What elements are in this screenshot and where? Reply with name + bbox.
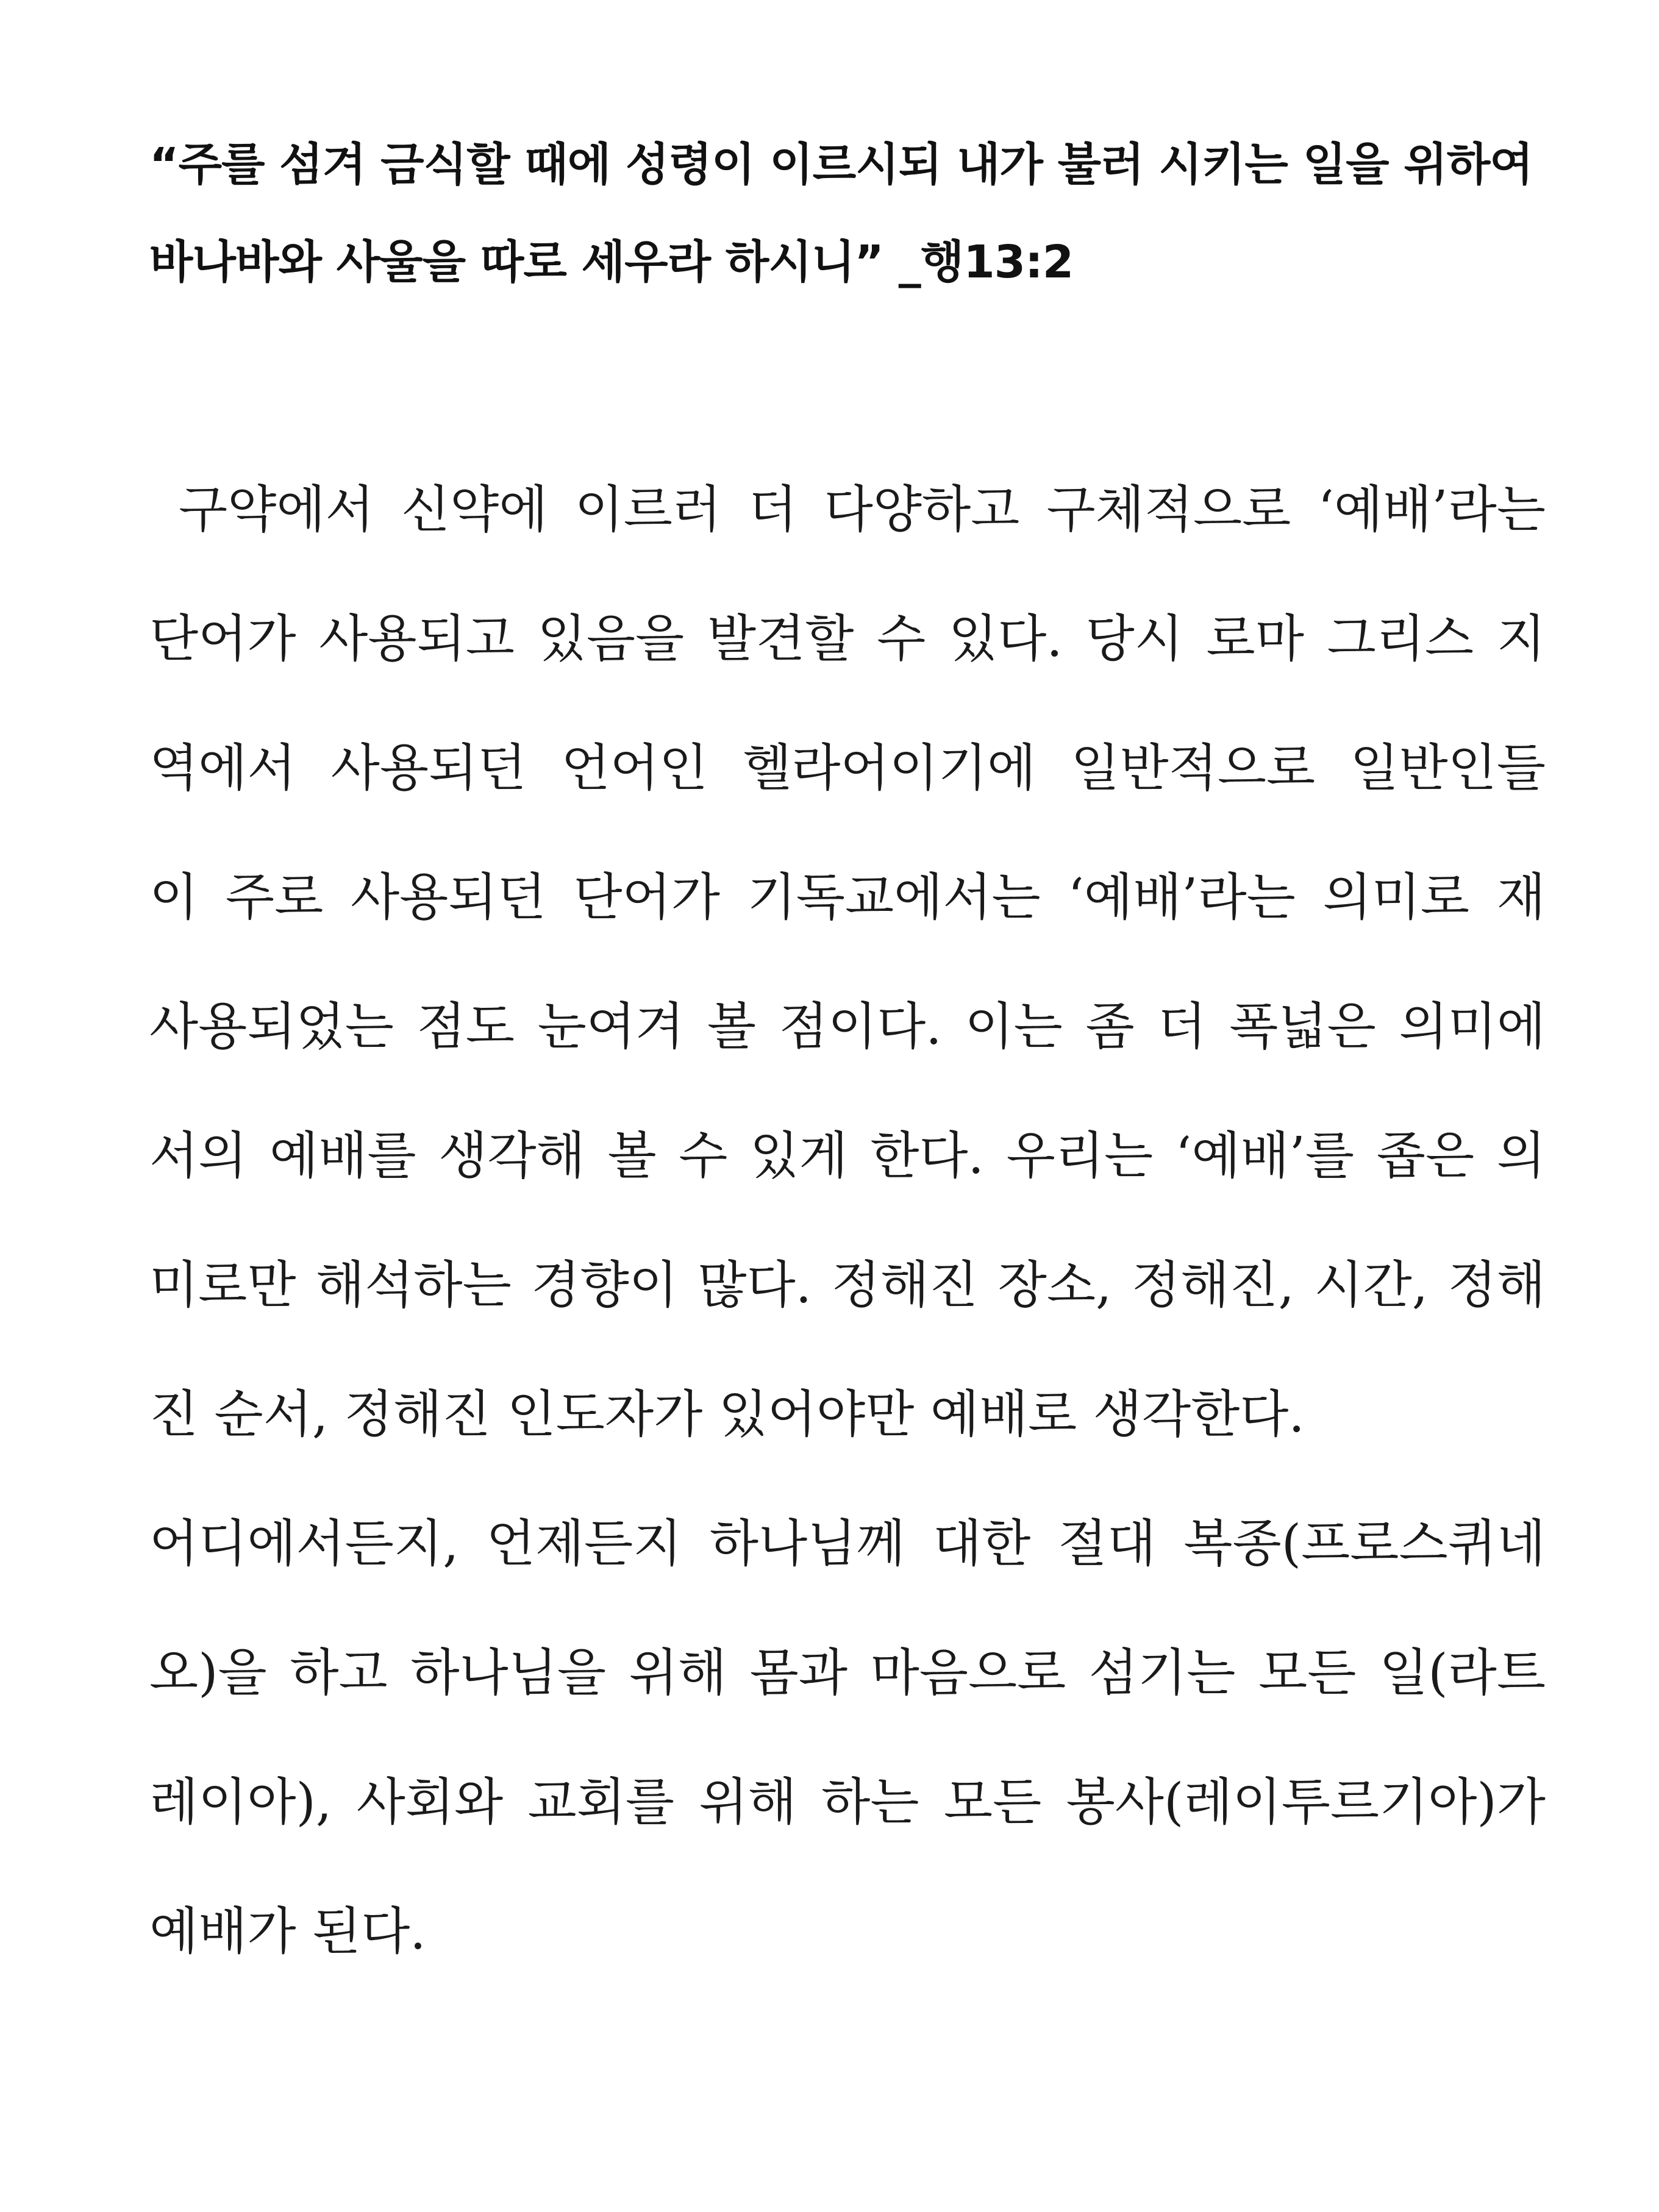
paragraph-line: 이 주로 사용되던 단어가 기독교에서는 ‘예배’라는 의미로 재	[149, 868, 1546, 927]
paragraph-line: 예배가 된다.	[149, 1902, 426, 1961]
paragraph-2	[149, 1479, 1546, 1996]
paragraph-line: 미로만 해석하는 경향이 많다. 정해진 장소, 정해진, 시간, 정해	[149, 1255, 1546, 1315]
paragraph-line: 구약에서 신약에 이르러 더 다양하고 구체적으로 ‘예배’라는	[179, 480, 1546, 539]
quote-line: 바나바와 사울을 따로 세우라 하시니” _행13:2	[149, 236, 1074, 288]
paragraph-line: 역에서 사용되던 언어인 헬라어이기에 일반적으로 일반인들	[149, 738, 1546, 797]
body-text	[149, 445, 1546, 1996]
paragraph-line: 오)을 하고 하나님을 위해 몸과 마음으로 섬기는 모든 일(라트	[149, 1643, 1546, 1702]
scripture-quote	[149, 116, 1546, 311]
paragraph-line: 서의 예배를 생각해 볼 수 있게 한다. 우리는 ‘예배’를 좁은 의	[149, 1126, 1546, 1185]
paragraph-line: 레이아), 사회와 교회를 위해 하는 모든 봉사(레이투르기아)가	[149, 1772, 1546, 1832]
paragraph-line: 단어가 사용되고 있음을 발견할 수 있다. 당시 로마 그리스 지	[149, 609, 1546, 668]
quote-line: “주를 섬겨 금식할 때에 성령이 이르시되 내가 불러 시키는 일을 위하여	[149, 138, 1533, 191]
paragraph-line: 진 순서, 정해진 인도자가 있어야만 예배로 생각한다.	[149, 1385, 1305, 1444]
paragraph-line: 어디에서든지, 언제든지 하나님께 대한 절대 복종(프로스퀴네	[149, 1514, 1546, 1573]
paragraph-1	[149, 445, 1546, 1479]
paragraph-line: 사용되었는 점도 눈여겨 볼 점이다. 이는 좀 더 폭넓은 의미에	[149, 997, 1546, 1056]
